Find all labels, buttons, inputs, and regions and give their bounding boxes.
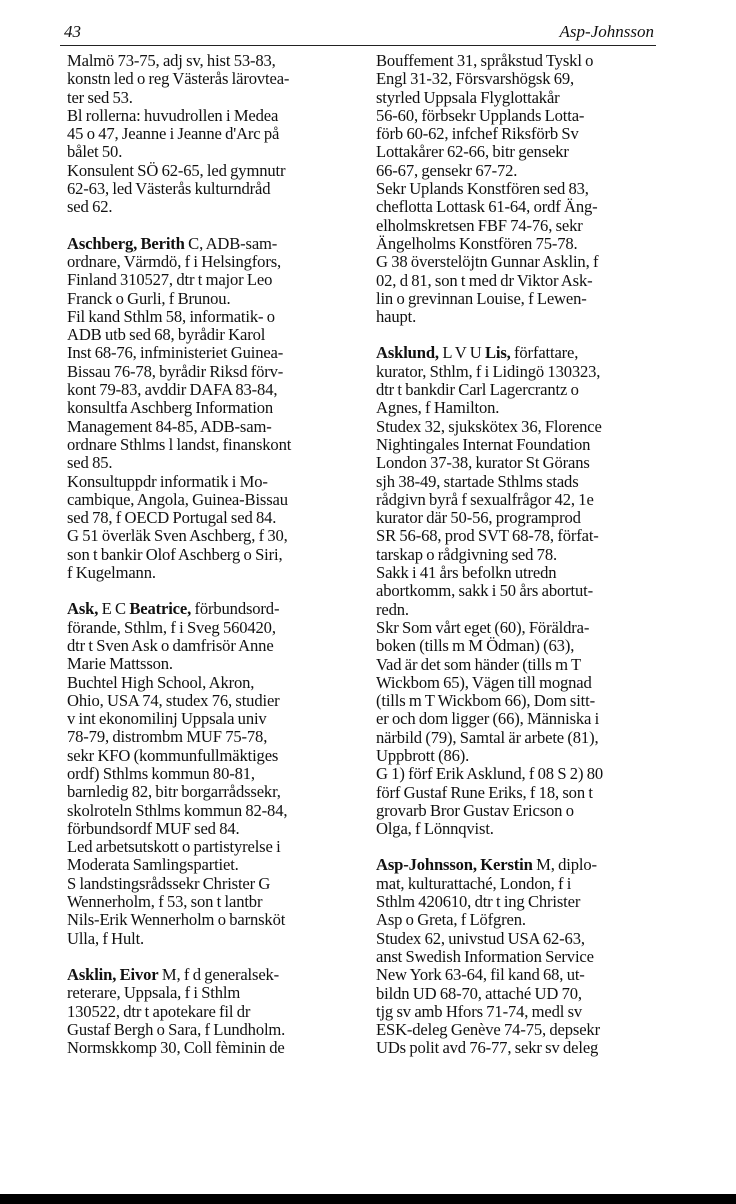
text-line: förbundsordf MUF sed 84. [67, 818, 240, 838]
text-line: rådgivn byrå f sexualfrågor 42, 1e [376, 489, 594, 509]
text-line: sed 85. [67, 453, 113, 473]
text-line: Studex 62, univstud USA 62-63, [376, 928, 585, 948]
text-line: sekr KFO (kommunfullmäktiges [67, 745, 279, 765]
text-line: lin o grevinnan Louise, f Lewen- [376, 288, 587, 308]
entry-given-name: Berith [140, 233, 185, 253]
text-line: Nils-Erik Wennerholm o barnsköt [67, 910, 286, 930]
text-line: förande, Sthlm, f i Sveg 560420, [67, 617, 276, 637]
text-line: er och dom ligger (66), Människa i [376, 709, 600, 729]
text-line: Led arbetsutskott o partistyrelse i [67, 837, 281, 857]
text-line: boken (tills m M Ödman) (63), [376, 636, 575, 656]
text-line: ESK-deleg Genève 74-75, depsekr [376, 1020, 600, 1040]
text-line: London 37-38, kurator St Görans [376, 453, 590, 473]
entry-name: Asp-Johnsson, Kerstin [376, 855, 533, 875]
text-line: ADB utb sed 68, byrådir Karol [67, 325, 266, 345]
entry-ask [67, 600, 363, 948]
text-line: bålet 50. [67, 142, 123, 162]
entry-asp-johnsson [376, 856, 672, 1057]
entry-given-name: Lis, [484, 343, 511, 363]
text-line: grovarb Bror Gustav Ericson o [376, 800, 574, 820]
page-number: 43 [64, 22, 81, 41]
entry-heading-rest: författare, [510, 343, 579, 363]
entry-aschberg [67, 235, 363, 583]
text-line: Management 84-85, ADB-sam- [67, 416, 272, 436]
text-line: sjh 38-49, startade Sthlms stads [376, 471, 579, 491]
text-line: G 38 överstelöjtn Gunnar Asklin, f [376, 252, 599, 272]
text-line: ordnare, Värmdö, f i Helsingfors, [67, 251, 282, 271]
entry-asklin [67, 966, 363, 1057]
text-line: reterare, Uppsala, f i Sthlm [67, 983, 241, 1003]
text-line: Skr Som vårt eget (60), Föräldra- [376, 617, 590, 637]
text-line: 62-63, led Västerås kulturndråd [67, 179, 271, 199]
text-line: tjg sv amb Hfors 71-74, medl sv [376, 1001, 583, 1021]
text-line: Gustaf Bergh o Sara, f Lundholm. [67, 1019, 286, 1039]
text-line: cheflotta Lottask 61-64, ordf Äng- [376, 197, 598, 217]
text-line: tarskap o rådgivning sed 78. [376, 544, 557, 564]
text-line: Wennerholm, f 53, son t lantbr [67, 892, 263, 912]
text-line: ordf) Sthlms kommun 80-81, [67, 763, 255, 783]
text-line: barnledig 82, bitr borgarrådssekr, [67, 782, 281, 802]
text-line: konsultfa Aschberg Information [67, 398, 273, 418]
text-line: anst Swedish Information Service [376, 946, 594, 966]
text-line: Engl 31-32, Försvarshögsk 69, [376, 69, 575, 89]
text-line: 78-79, distrombm MUF 75-78, [67, 727, 268, 747]
text-line: cambique, Angola, Guinea-Bissau [67, 489, 288, 509]
text-line: elholmskretsen FBF 74-76, sekr [376, 215, 583, 235]
text-line: Moderata Samlingspartiet. [67, 855, 239, 875]
text-line: Fil kand Sthlm 58, informatik- o [67, 306, 275, 326]
text-line: Sekr Uplands Konstfören sed 83, [376, 179, 589, 199]
entry-initials: E C [98, 599, 130, 619]
text-line: Vad är det som händer (tills m T [376, 654, 581, 674]
text-line: Uppbrott (86). [376, 745, 470, 765]
text-line: Nightingales Internat Foundation [376, 434, 591, 454]
entry-surname: Asklund, [376, 343, 439, 363]
right-column [376, 52, 672, 1058]
text-line: redn. [376, 599, 409, 619]
text-line: Sakk i 41 års befolkn utredn [376, 563, 557, 583]
text-line: New York 63-64, fil kand 68, ut- [376, 965, 585, 985]
entry-asklund [376, 344, 672, 838]
entry-heading [376, 856, 672, 874]
scan-bottom-edge [0, 1194, 736, 1204]
text-line: Agnes, f Hamilton. [376, 398, 500, 418]
entry-heading-rest: förbundsord- [191, 599, 280, 619]
left-column [67, 52, 363, 1057]
running-title: Asp-Johnsson [559, 22, 654, 41]
text-line: son t bankir Olof Aschberg o Siri, [67, 544, 283, 564]
header-rule [60, 45, 656, 46]
text-line: kont 79-83, avddir DAFA 83-84, [67, 380, 278, 400]
text-line: Ängelholms Konstfören 75-78. [376, 233, 578, 253]
entry-heading-rest: C, ADB-sam- [184, 233, 278, 253]
text-line: G 1) förf Erik Asklund, f 08 S 2) 80 [376, 764, 604, 784]
entry-heading-rest: M, f d generalsek- [158, 964, 280, 984]
text-line: Olga, f Lönnqvist. [376, 819, 494, 839]
text-line: mat, kulturattaché, London, f i [376, 873, 572, 893]
text-line: Ohio, USA 74, studex 76, studier [67, 690, 280, 710]
text-line: Asp o Greta, f Löfgren. [376, 910, 526, 930]
text-line: dtr t bankdir Carl Lagercrantz o [376, 380, 579, 400]
entry-name: Asklin, Eivor [67, 964, 159, 984]
text-line: Buchtel High School, Akron, [67, 672, 255, 692]
text-line: Studex 32, sjukskötex 36, Florence [376, 416, 602, 436]
text-line: Finland 310527, dtr t major Leo [67, 270, 273, 290]
entry-asklin-continued [376, 52, 672, 326]
text-line: 130522, dtr t apotekare fil dr [67, 1001, 251, 1021]
text-line: v int ekonomilinj Uppsala univ [67, 709, 267, 729]
entry-heading [376, 344, 672, 362]
text-line: 45 o 47, Jeanne i Jeanne d'Arc på [67, 124, 280, 144]
text-line: sed 78, f OECD Portugal sed 84. [67, 508, 277, 528]
entry-heading [67, 600, 363, 618]
text-line: abortkomm, sakk i 50 års abortut- [376, 581, 593, 601]
entry-heading [67, 966, 363, 984]
text-line: bildn UD 68-70, attaché UD 70, [376, 983, 582, 1003]
text-line: närbild (79), Samtal är arbete (81), [376, 727, 599, 747]
text-line: (tills m T Wickbom 66), Dom sitt- [376, 691, 595, 711]
text-line: ter sed 53. [67, 87, 133, 107]
entry-surname: Ask, [67, 599, 99, 619]
entry-continuation [67, 52, 363, 217]
text-line: Sthlm 420610, dtr t ing Christer [376, 892, 581, 912]
text-line: Marie Mattsson. [67, 654, 173, 674]
text-line: Inst 68-76, infministeriet Guinea- [67, 343, 284, 363]
text-line: haupt. [376, 307, 417, 327]
running-header [60, 20, 656, 44]
entry-heading-rest: M, diplo- [532, 855, 597, 875]
text-line: skolroteln Sthlms kommun 82-84, [67, 800, 288, 820]
text-line: Bouffement 31, språkstud Tyskl o [376, 51, 594, 70]
text-line: S landstingsrådssekr Christer G [67, 873, 271, 893]
text-line: dtr t Sven Ask o damfrisör Anne [67, 635, 274, 655]
text-line: Konsulent SÖ 62-65, led gymnutr [67, 160, 286, 180]
text-line: kurator, Sthlm, f i Lidingö 130323, [376, 361, 601, 381]
text-line: styrled Uppsala Flyglottakår [376, 87, 560, 107]
text-line: sed 62. [67, 197, 113, 217]
entry-given-name: Beatrice, [129, 599, 192, 619]
text-line: Normskkomp 30, Coll fèminin de [67, 1038, 285, 1058]
entry-surname: Aschberg, [67, 233, 138, 253]
text-line: G 51 överläk Sven Aschberg, f 30, [67, 526, 288, 546]
text-line: f Kugelmann. [67, 563, 156, 583]
text-line: konstn led o reg Västerås lärovtea- [67, 69, 290, 89]
text-line: 66-67, gensekr 67-72. [376, 160, 518, 180]
text-line: Bissau 76-78, byrådir Riksd förv- [67, 361, 284, 381]
text-line: Konsultuppdr informatik i Mo- [67, 471, 268, 491]
text-line: 56-60, förbsekr Upplands Lotta- [376, 105, 585, 125]
text-line: Lottakårer 62-66, bitr gensekr [376, 142, 569, 162]
text-line: ordnare Sthlms l landst, finanskont [67, 434, 292, 454]
text-line: Ulla, f Hult. [67, 928, 145, 948]
text-line: Wickbom 65), Vägen till mognad [376, 672, 592, 692]
text-line: SR 56-68, prod SVT 68-78, förfat- [376, 526, 599, 546]
text-line: förb 60-62, infchef Riksförb Sv [376, 124, 579, 144]
text-line: Bl rollerna: huvudrollen i Medea [67, 105, 279, 125]
text-line: Malmö 73-75, adj sv, hist 53-83, [67, 51, 276, 70]
text-line: kurator där 50-56, programprod [376, 508, 581, 528]
text-line: förf Gustaf Rune Eriks, f 18, son t [376, 782, 593, 802]
entry-initials: L V U [438, 343, 485, 363]
text-line: 02, d 81, son t med dr Viktor Ask- [376, 270, 593, 290]
text-line: Franck o Gurli, f Brunou. [67, 288, 231, 308]
text-line: UDs polit avd 76-77, sekr sv deleg [376, 1038, 599, 1058]
entry-heading [67, 235, 363, 253]
